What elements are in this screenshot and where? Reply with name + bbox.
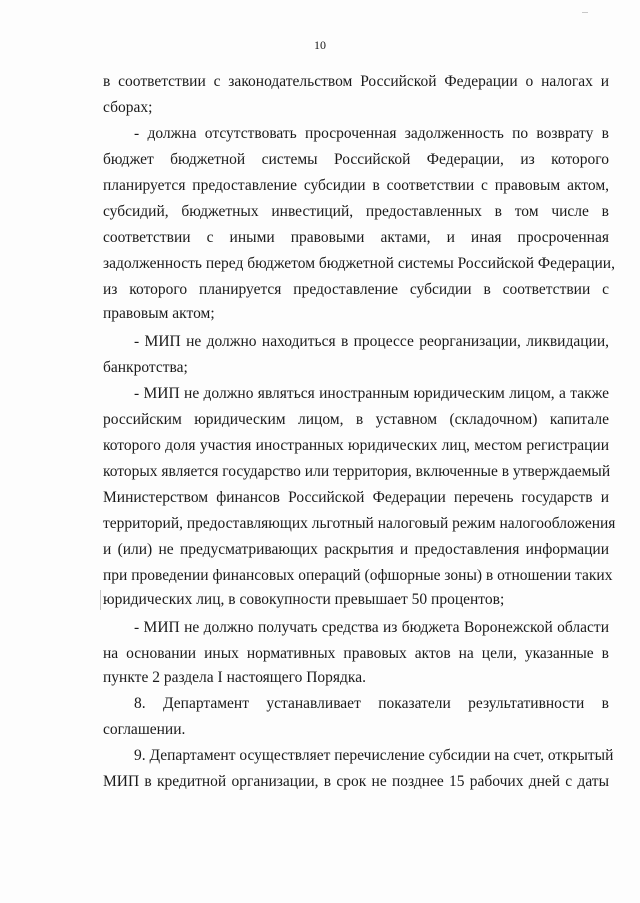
text-line: банкротства; bbox=[103, 359, 188, 376]
text-line: в соответствии с законодательством Российской Федерации о налогах и bbox=[103, 73, 609, 90]
text-line: - МИП не должно получать средства из бюджета Воронежской области bbox=[134, 619, 609, 636]
text-line: планируется предоставление субсидии в соответствии с правовым актом, bbox=[103, 177, 609, 194]
text-line: МИП в кредитной организации, в срок не позднее 15 рабочих дней с даты bbox=[103, 773, 609, 790]
text-line: 8. Департамент устанавливает показатели результативности в bbox=[134, 695, 609, 712]
text-line: - МИП не должно являться иностранным юридическим лицом, а также bbox=[134, 385, 609, 402]
text-line: субсидий, бюджетных инвестиций, предоставленных в том числе в bbox=[103, 203, 609, 220]
text-line: российским юридическим лицом, в уставном (складочном) капитале bbox=[103, 411, 609, 428]
text-line: при проведении финансовых операций (офшорные зоны) в отношении таких bbox=[103, 567, 613, 584]
text-line: соответствии с иными правовыми актами, и иная просроченная bbox=[103, 229, 609, 246]
scan-mark bbox=[582, 12, 588, 13]
text-line: на основании иных нормативных правовых актов на цели, указанные в bbox=[103, 645, 609, 662]
text-line: которых является государство или территория, включенные в утверждаемый bbox=[103, 463, 611, 480]
text-line: правовым актом; bbox=[103, 305, 215, 322]
page-number: 10 bbox=[314, 38, 326, 52]
text-line: - МИП не должно находиться в процессе реорганизации, ликвидации, bbox=[134, 333, 609, 350]
text-line: территорий, предоставляющих льготный налоговый режим налогообложения bbox=[103, 515, 616, 532]
text-line: соглашении. bbox=[103, 721, 186, 738]
text-line: Министерством финансов Российской Федерации перечень государств и bbox=[103, 489, 609, 506]
text-line: сборах; bbox=[103, 99, 153, 116]
text-line: юридических лиц, в совокупности превышает 50 процентов; bbox=[103, 591, 505, 608]
scan-mark bbox=[100, 590, 101, 610]
text-line: которого доля участия иностранных юридических лиц, местом регистрации bbox=[103, 437, 609, 454]
text-line: пункте 2 раздела I настоящего Порядка. bbox=[103, 669, 366, 686]
text-line: бюджет бюджетной системы Российской Федерации, из которого bbox=[103, 151, 609, 168]
text-line: задолженность перед бюджетом бюджетной системы Российской Федерации, bbox=[103, 255, 615, 272]
text-line: 9. Департамент осуществляет перечисление субсидии на счет, открытый bbox=[134, 747, 614, 764]
text-line: - должна отсутствовать просроченная задолженность по возврату в bbox=[134, 125, 609, 142]
text-line: из которого планируется предоставление субсидии в соответствии с bbox=[103, 281, 609, 298]
text-line: и (или) не предусматривающих раскрытия и предоставления информации bbox=[103, 541, 609, 558]
